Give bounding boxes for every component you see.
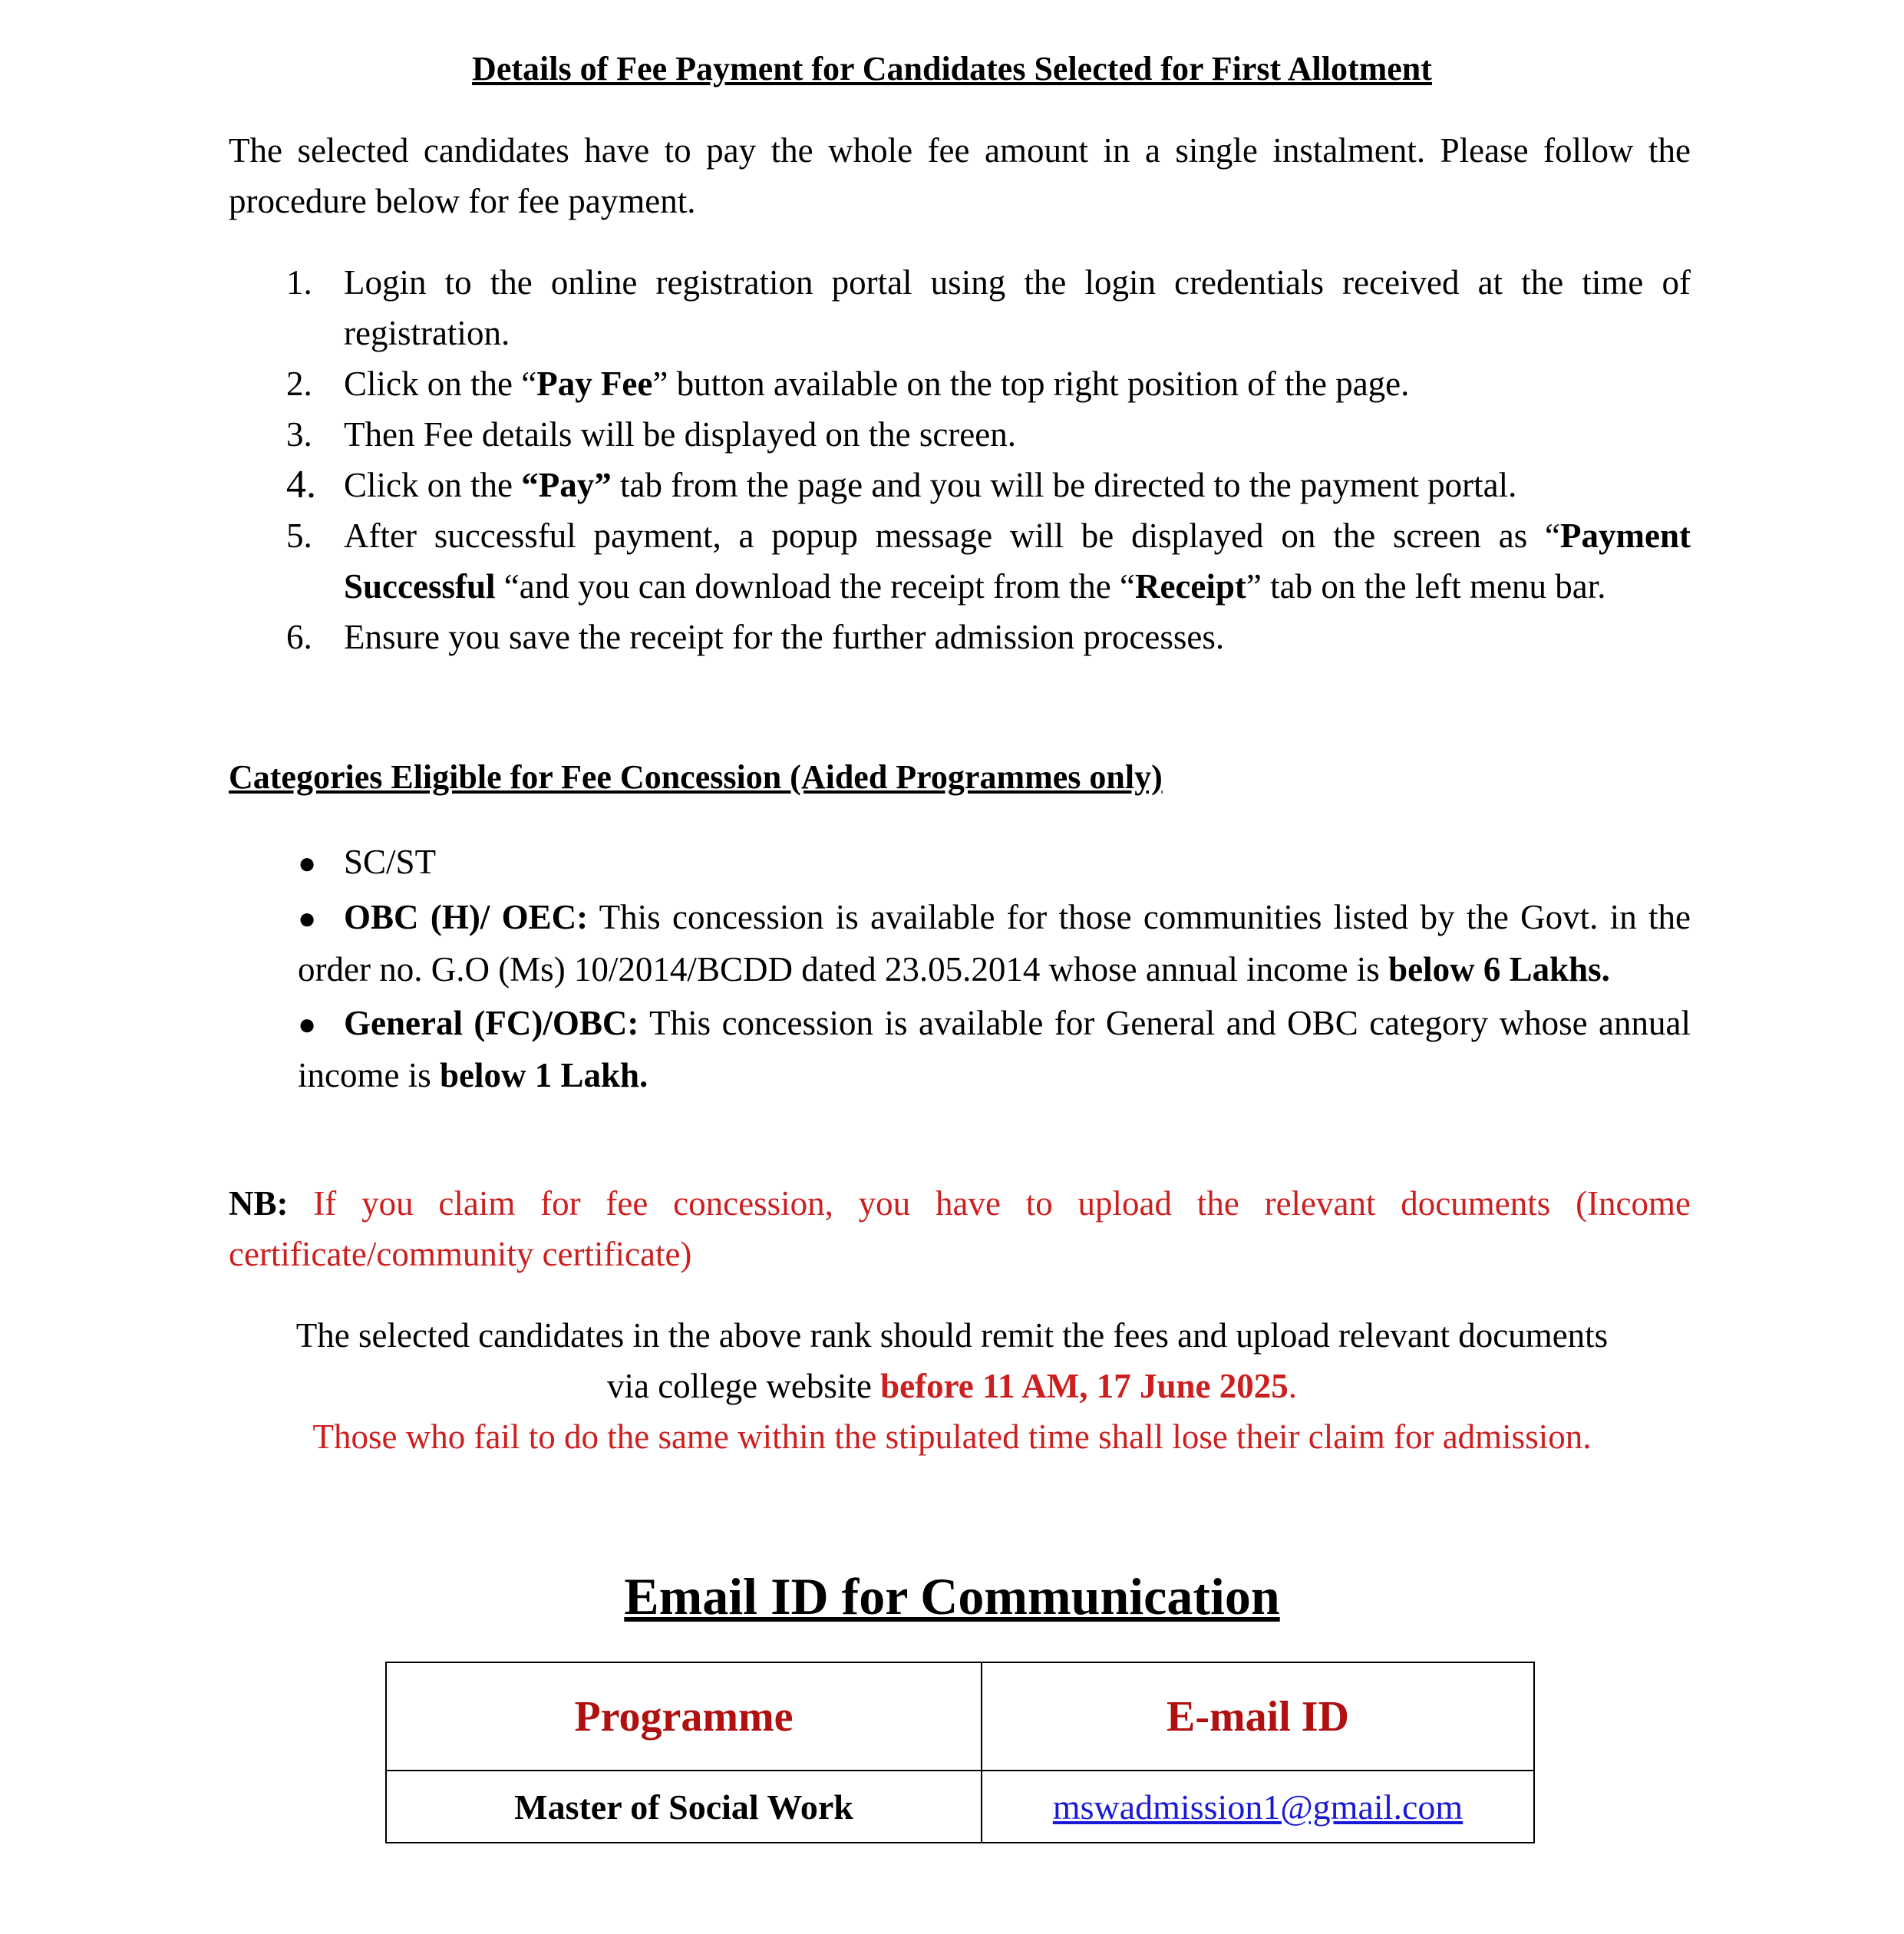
nb-label: NB: bbox=[229, 1184, 289, 1223]
email-link[interactable]: mswadmission1@gmail.com bbox=[1052, 1787, 1463, 1827]
nb-note bbox=[229, 1178, 1691, 1279]
list-item bbox=[298, 998, 1691, 1101]
table-header-row bbox=[386, 1662, 1534, 1771]
deadline-line-1: The selected candidates in the above rank should remit the fees and upload relevant documents bbox=[295, 1316, 1609, 1355]
step-text: Then Fee details will be displayed on the screen. bbox=[344, 415, 1016, 454]
table-row bbox=[386, 1771, 1534, 1843]
nb-text: If you claim for fee concession, you have to upload the relevant documents (Income certificate/community certificate) bbox=[229, 1184, 1691, 1273]
list-item bbox=[229, 358, 1691, 409]
programme-cell: Master of Social Work bbox=[386, 1771, 982, 1843]
step-bold: Receipt bbox=[1134, 567, 1246, 606]
table-header-email: E-mail ID bbox=[982, 1662, 1534, 1771]
step-bold: Payment Successful bbox=[344, 517, 1691, 606]
step-number: 5. bbox=[286, 517, 312, 555]
bullet-icon: ● bbox=[298, 846, 317, 880]
list-item bbox=[229, 460, 1691, 510]
step-number: 2. bbox=[286, 365, 312, 403]
step-bold: “Pay” bbox=[521, 466, 612, 504]
step-text: Click on the bbox=[344, 466, 522, 504]
intro-paragraph: The selected candidates have to pay the whole fee amount in a single instalment. Please follow the procedure below for fee payment. bbox=[229, 131, 1691, 220]
bullet-label: OBC (H)/ OEC: bbox=[344, 898, 589, 936]
list-item bbox=[229, 257, 1691, 358]
list-item bbox=[229, 510, 1691, 612]
step-number: 4. bbox=[286, 463, 316, 507]
deadline-notice bbox=[0, 1310, 1904, 1462]
table-header-programme: Programme bbox=[386, 1662, 982, 1771]
bullet-text: This concession is available for those communities listed by the Govt. in the order no. G.O (Ms) 10/2014/BCDD dated 23.05.2014 whose annual income is bbox=[298, 898, 1691, 988]
deadline-line-2-text: via college website bbox=[606, 1367, 881, 1405]
bullet-text: SC/ST bbox=[344, 843, 437, 881]
email-section-title: Email ID for Communication bbox=[624, 1567, 1280, 1625]
step-text: Login to the online registration portal using the login credentials received at the time of registration. bbox=[344, 263, 1691, 352]
deadline-date: before 11 AM, 17 June 2025 bbox=[880, 1367, 1289, 1405]
step-text: ” tab on the left menu bar. bbox=[1246, 567, 1606, 606]
list-item bbox=[229, 612, 1691, 662]
step-number: 3. bbox=[286, 415, 312, 454]
concession-list bbox=[298, 837, 1691, 1104]
list-item bbox=[298, 892, 1691, 995]
list-item bbox=[298, 837, 1691, 889]
bullet-label: General (FC)/OBC: bbox=[344, 1004, 639, 1042]
bullet-icon: ● bbox=[298, 1007, 317, 1041]
step-bold: Pay Fee bbox=[536, 365, 653, 403]
bullet-bold-tail: below 1 Lakh. bbox=[439, 1056, 648, 1094]
step-number: 1. bbox=[286, 263, 312, 302]
page-title: Details of Fee Payment for Candidates Selected for First Allotment bbox=[472, 50, 1432, 87]
payment-steps-list bbox=[229, 257, 1691, 662]
step-text: “and you can download the receipt from the “ bbox=[495, 567, 1135, 606]
bullet-bold-tail: below 6 Lakhs. bbox=[1388, 950, 1610, 988]
deadline-line-3: Those who fail to do the same within the stipulated time shall lose their claim for admission. bbox=[312, 1417, 1592, 1456]
step-text: Click on the “ bbox=[344, 365, 537, 403]
deadline-line-2 bbox=[0, 1361, 1904, 1411]
step-text: tab from the page and you will be directed to the payment portal. bbox=[611, 466, 1517, 504]
step-number: 6. bbox=[286, 618, 312, 656]
email-cell bbox=[982, 1771, 1534, 1843]
bullet-icon: ● bbox=[298, 901, 317, 936]
step-text: After successful payment, a popup message will be displayed on the screen as “ bbox=[344, 517, 1561, 555]
step-text: Ensure you save the receipt for the further admission processes. bbox=[344, 618, 1225, 656]
deadline-period: . bbox=[1288, 1367, 1298, 1405]
email-table bbox=[385, 1662, 1535, 1843]
concession-heading: Categories Eligible for Fee Concession (Aided Programmes only) bbox=[229, 758, 1163, 796]
bullet-text: This concession is available for General and OBC category whose annual income is bbox=[298, 1004, 1691, 1094]
list-item bbox=[229, 409, 1691, 460]
step-text: ” button available on the top right position of the page. bbox=[652, 365, 1410, 403]
